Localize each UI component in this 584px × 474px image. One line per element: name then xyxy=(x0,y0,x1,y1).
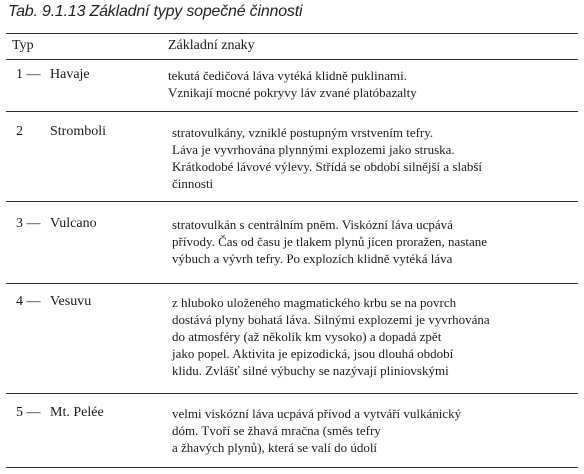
type-cell xyxy=(16,124,106,140)
description-line: stratovulkány, vzniklé postupným vrstvením tefry. xyxy=(172,125,434,140)
description-cell xyxy=(172,124,482,192)
table-top-rule xyxy=(6,33,578,34)
description-line: Láva je vyvrhována plynnými explozemi jako struska. xyxy=(172,142,455,157)
row-divider xyxy=(6,393,578,394)
type-name: Mt. Pelée xyxy=(50,405,104,420)
description-cell xyxy=(172,216,487,267)
type-number: 1 — xyxy=(16,67,41,82)
type-name: Vesuvu xyxy=(50,294,92,309)
description-line: z hluboko uloženého magmatického krbu se na povrch xyxy=(172,295,457,310)
type-name: Havaje xyxy=(50,67,90,82)
description-cell xyxy=(172,294,490,379)
type-name: Vulcano xyxy=(50,216,97,231)
description-cell xyxy=(172,405,461,456)
type-cell xyxy=(16,67,90,83)
description-line: jako popel. Aktivita je epizodická, jsou dlouhá období xyxy=(172,346,454,361)
type-number: 4 — xyxy=(16,294,41,309)
description-line: výbuch a vývrh tefry. Po explozích klidně vytéká láva xyxy=(172,251,453,266)
type-number: 3 — xyxy=(16,216,41,231)
description-line: velmi viskózní láva ucpává přívod a vytváří vulkánický xyxy=(172,406,462,421)
description-line: Vznikají mocné pokryvy láv zvané platóbazalty xyxy=(168,85,417,100)
description-line: dostává plyny bohatá láva. Silnými explozemi je vyvrhována xyxy=(172,312,490,327)
description-line: činnosti xyxy=(172,176,214,191)
column-header-typ: Typ xyxy=(12,38,34,53)
table-bottom-rule xyxy=(6,467,578,468)
type-cell xyxy=(16,405,104,421)
row-divider xyxy=(6,201,578,202)
description-cell xyxy=(168,67,417,101)
type-name: Stromboli xyxy=(50,124,107,139)
row-divider xyxy=(6,111,578,112)
description-line: tekutá čedičová láva vytéká klidně puklinami. xyxy=(168,68,407,83)
type-cell xyxy=(16,216,97,232)
row-divider xyxy=(6,283,578,284)
description-line: dóm. Tvoří se žhavá mračna (směs tefry xyxy=(172,423,381,438)
type-number: 5 — xyxy=(16,405,41,420)
description-line: a žhavých plynů), která se valí do údolí xyxy=(172,440,378,455)
description-line: Krátkodobé lávové výlevy. Střídá se období silnější a slabší xyxy=(172,159,483,174)
description-line: přívody. Čas od času je tlakem plynů jícen proražen, nastane xyxy=(172,234,488,249)
table-caption: Tab. 9.1.13 Základní typy sopečné činnosti xyxy=(8,3,303,20)
description-line: stratovulkán s centrálním pněm. Viskózní láva ucpává xyxy=(172,217,453,232)
type-number: 2 xyxy=(16,124,23,139)
description-line: klidu. Zvlášť silné výbuchy se nazývají pliniovskými xyxy=(172,363,449,378)
type-cell xyxy=(16,294,91,310)
description-line: do atmosféry (až několik km vysoko) a dopadá zpět xyxy=(172,329,442,344)
header-rule xyxy=(6,59,578,60)
column-header-znaky: Základní znaky xyxy=(168,38,255,53)
